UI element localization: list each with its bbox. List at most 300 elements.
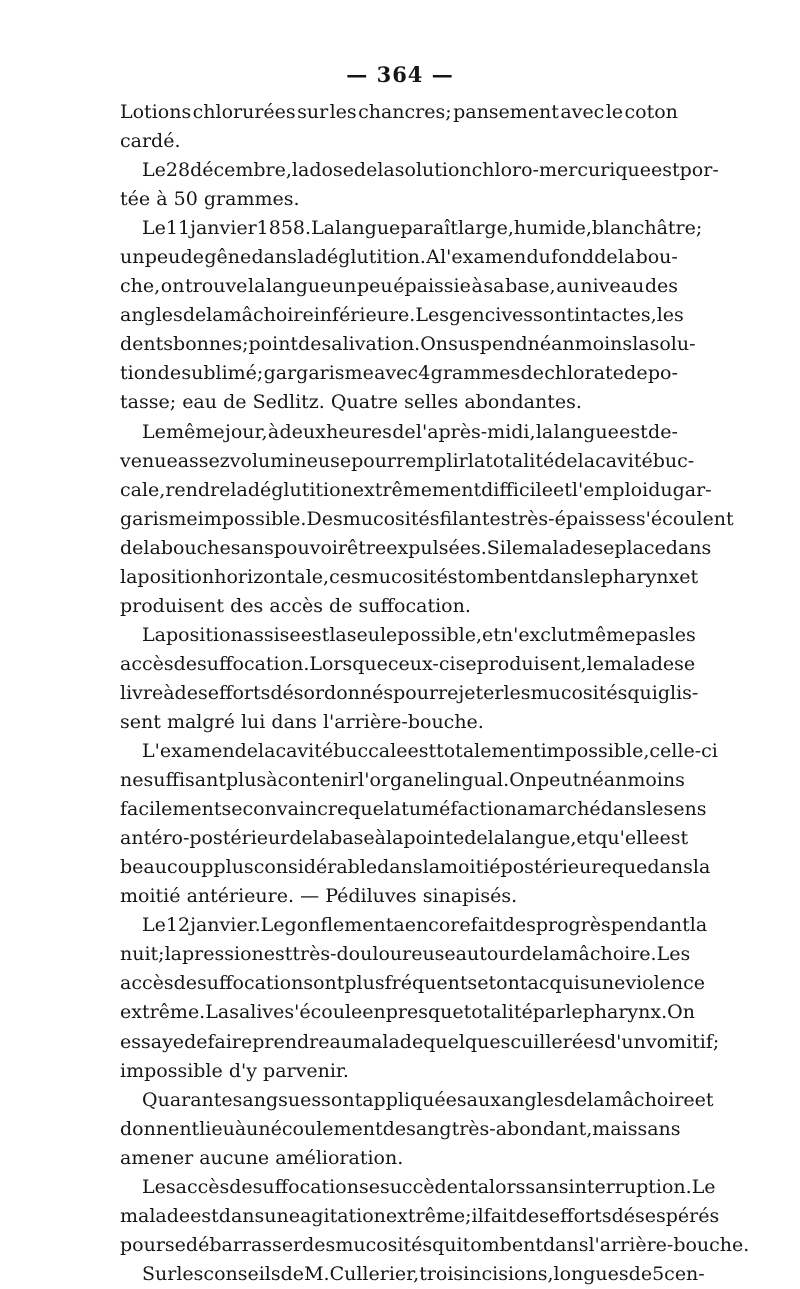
word: expulsées. <box>386 536 487 559</box>
word: dans <box>218 1204 265 1227</box>
text-line <box>120 969 706 998</box>
word: coton <box>624 101 678 123</box>
text-line <box>120 679 699 708</box>
word: lieu <box>199 1117 235 1140</box>
text-line <box>120 1057 678 1086</box>
word: — <box>300 885 320 908</box>
word: est <box>651 159 680 182</box>
word: de <box>563 1088 588 1111</box>
word: blanchâtre; <box>591 217 703 240</box>
word: chancres; <box>358 101 452 123</box>
word: mâchoire. <box>560 943 657 966</box>
word: efforts <box>207 681 271 704</box>
word: de <box>382 1117 407 1140</box>
word: gargarisme <box>263 362 374 385</box>
word: l'après-midi, <box>415 420 536 443</box>
word: Le <box>142 914 166 937</box>
word: la <box>587 1088 605 1111</box>
word: 5 <box>652 1262 665 1285</box>
word: se <box>358 1175 380 1198</box>
word: sans <box>525 1175 569 1198</box>
word: cardé. <box>120 130 181 153</box>
word: janvier. <box>190 914 261 937</box>
word: incisions, <box>463 1262 554 1285</box>
word: la <box>386 827 404 850</box>
word: 1858. <box>256 217 312 240</box>
word: d'y <box>228 1059 257 1082</box>
word: celle-ci <box>649 740 718 763</box>
word: sangsues <box>232 1088 322 1111</box>
word: bouche <box>160 536 231 559</box>
word: vomitif; <box>645 1030 720 1053</box>
word: totalité <box>463 1001 533 1024</box>
word: de <box>120 536 144 559</box>
word: est <box>619 420 648 443</box>
word: antérieure. <box>186 885 295 908</box>
word: la <box>164 943 182 966</box>
word: le <box>586 652 604 675</box>
word: Des <box>306 507 343 530</box>
word: langue, <box>505 827 577 850</box>
word: Les <box>142 1175 176 1198</box>
text-line <box>120 214 703 243</box>
word: impossible. <box>197 507 307 530</box>
word: la <box>258 740 276 763</box>
word: mais <box>592 1117 638 1140</box>
word: sont <box>533 304 575 327</box>
word: po- <box>647 362 678 385</box>
word: que <box>611 856 648 879</box>
text-line <box>120 98 678 127</box>
word: les <box>503 681 531 704</box>
word: se <box>221 798 243 821</box>
word: humide, <box>513 217 592 240</box>
word: heures <box>326 420 392 443</box>
word: l'organe <box>358 769 437 792</box>
word: angles <box>120 304 183 327</box>
word: à <box>156 188 168 211</box>
word: pas <box>635 623 669 646</box>
word: tion <box>120 362 158 385</box>
word: peu <box>144 246 181 269</box>
word: faire <box>207 1030 253 1053</box>
word: sens <box>663 798 707 821</box>
word: l'emploi <box>571 478 649 501</box>
text-line <box>120 156 719 185</box>
word: au <box>329 1030 354 1053</box>
word: très-épaisses <box>510 507 636 530</box>
text-line <box>120 505 734 534</box>
word: langue <box>553 420 619 443</box>
word: chloro-mercurique <box>471 159 651 182</box>
word: bou- <box>635 246 678 269</box>
word: difficile <box>481 478 553 501</box>
word: pointe <box>403 827 465 850</box>
word: trois <box>419 1262 464 1285</box>
word: remplir <box>396 449 468 472</box>
word: acquis <box>527 972 590 995</box>
word: sublimé; <box>181 362 264 385</box>
word: néanmoins <box>580 769 685 792</box>
word: sans <box>230 536 274 559</box>
word: la <box>487 827 506 850</box>
word: cale, <box>120 478 166 501</box>
word: longues <box>553 1262 629 1285</box>
word: la <box>206 304 224 327</box>
word: cen- <box>664 1262 705 1285</box>
word: des <box>230 594 264 617</box>
text-line <box>120 185 678 214</box>
word: por- <box>679 159 719 182</box>
word: trouve <box>185 275 248 298</box>
word: de <box>289 827 313 850</box>
word: beaucoup <box>120 856 214 879</box>
word: par <box>532 1001 566 1024</box>
word: essaye <box>120 1030 185 1053</box>
word: intactes, <box>574 304 657 327</box>
word: mucosités <box>342 507 440 530</box>
word: paraît <box>400 217 458 240</box>
word: les <box>329 101 357 123</box>
word: la <box>535 420 554 443</box>
word: la <box>617 246 636 269</box>
word: presque <box>385 1001 464 1024</box>
word: très-abondant, <box>451 1117 593 1140</box>
word: dose <box>309 159 354 182</box>
text-line <box>120 359 678 388</box>
text-line <box>120 1173 716 1202</box>
word: plus <box>226 769 267 792</box>
word: Sur <box>142 1262 177 1285</box>
word: de <box>554 449 578 472</box>
word: suffisant <box>143 769 226 792</box>
word: et <box>552 478 572 501</box>
word: malade <box>353 1030 424 1053</box>
word: volumineuse <box>229 449 352 472</box>
word: plus <box>344 972 385 995</box>
word: de <box>173 652 198 675</box>
page-number: — 364 — <box>346 62 454 87</box>
word: il <box>471 1204 484 1227</box>
word: pouvoir <box>273 536 348 559</box>
word: produisent, <box>476 652 587 675</box>
word: janvier <box>190 217 257 240</box>
word: salive <box>229 1001 285 1024</box>
word: accès <box>120 972 174 995</box>
word: une <box>589 972 626 995</box>
word: 28 <box>165 159 191 182</box>
word: cavité <box>275 740 334 763</box>
word: pharynx. <box>582 1001 668 1024</box>
word: la <box>577 449 596 472</box>
word: malade <box>603 652 675 675</box>
text-line <box>120 476 712 505</box>
word: des <box>515 1204 549 1227</box>
word: de <box>624 362 648 385</box>
text-line <box>120 824 689 853</box>
word: le <box>646 798 664 821</box>
word: débarrasser <box>185 1233 303 1256</box>
word: se <box>164 1233 186 1256</box>
word: dans <box>542 1233 589 1256</box>
word: efforts <box>548 1204 612 1227</box>
word: agitation <box>300 1204 386 1227</box>
word: mucosités <box>335 1233 433 1256</box>
word: est <box>300 623 330 646</box>
word: Quatre <box>330 391 399 414</box>
word: livre <box>120 681 164 704</box>
word: est <box>659 827 689 850</box>
word: mucosités <box>360 565 458 588</box>
word: sinapisés. <box>422 885 518 908</box>
text-line <box>120 708 678 737</box>
word: une <box>264 1204 300 1227</box>
word: rejeter <box>438 681 504 704</box>
word: d'un <box>604 1030 646 1053</box>
word: dans <box>537 565 584 588</box>
body-text <box>120 98 750 1289</box>
text-line <box>120 650 696 679</box>
word: la <box>467 449 486 472</box>
word: la <box>120 565 138 588</box>
word: buc- <box>652 449 695 472</box>
word: n'exclut <box>500 623 577 646</box>
text-line <box>120 243 678 272</box>
word: de <box>520 362 544 385</box>
word: un <box>246 1117 271 1140</box>
word: amener <box>120 1146 194 1169</box>
word: position <box>137 565 215 588</box>
word: un <box>120 246 145 269</box>
word: parvenir. <box>263 1059 349 1082</box>
text-line <box>120 853 711 882</box>
word: mucosités <box>530 681 628 704</box>
word: suffocation. <box>358 594 471 617</box>
word: alors <box>477 1175 526 1198</box>
word: déglutition <box>247 478 353 501</box>
text-line <box>120 301 684 330</box>
word: che, <box>120 275 161 298</box>
word: dans <box>271 710 317 733</box>
word: cuillerées <box>510 1030 605 1053</box>
word: Si <box>486 536 506 559</box>
word: sang <box>406 1117 452 1140</box>
word: désordonnés <box>270 681 394 704</box>
word: le <box>583 565 601 588</box>
word: rendre <box>165 478 231 501</box>
word: possible, <box>397 623 482 646</box>
word: Le <box>142 420 166 443</box>
word: à <box>266 769 278 792</box>
word: déglutition. <box>314 246 426 269</box>
word: seule <box>346 623 398 646</box>
word: amélioration. <box>275 1146 404 1169</box>
word: de <box>329 594 353 617</box>
word: gêne <box>204 246 252 269</box>
word: impossible, <box>540 740 650 763</box>
word: la <box>230 478 248 501</box>
word: sur <box>297 101 329 123</box>
word: le <box>505 536 524 559</box>
word: la <box>329 623 347 646</box>
word: l'arrière-bouche. <box>322 710 484 733</box>
word: ne <box>120 769 144 792</box>
word: facilement <box>120 798 222 821</box>
word: La <box>311 217 336 240</box>
word: malade <box>523 536 594 559</box>
word: position <box>165 623 243 646</box>
word: tombent <box>457 565 538 588</box>
word: prendre <box>252 1030 330 1053</box>
word: à <box>471 275 483 298</box>
text-line <box>120 1202 720 1231</box>
word: même <box>576 623 636 646</box>
word: tuméfaction <box>401 798 517 821</box>
word: de <box>229 1175 253 1198</box>
word: se <box>593 536 615 559</box>
word: et <box>477 972 497 995</box>
word: même <box>166 420 225 443</box>
text-line <box>120 795 707 824</box>
word: extrême; <box>385 1204 472 1227</box>
word: dans <box>251 246 297 269</box>
word: s'écoulent <box>635 507 734 530</box>
word: les <box>176 1262 204 1285</box>
word: décembre, <box>190 159 292 182</box>
text-line <box>120 272 678 301</box>
word: et <box>482 623 501 646</box>
word: solu- <box>649 333 696 356</box>
text-line <box>120 563 699 592</box>
word: La <box>205 1001 230 1024</box>
word: dans <box>600 798 647 821</box>
word: qui <box>627 681 658 704</box>
word: autour <box>455 943 520 966</box>
text-line <box>120 127 678 156</box>
word: pression <box>182 943 264 966</box>
word: de <box>594 246 618 269</box>
word: suffocation <box>197 972 304 995</box>
word: Le <box>260 914 285 937</box>
word: encore <box>404 914 471 937</box>
text-line <box>120 534 712 563</box>
word: pharynx <box>600 565 680 588</box>
word: filantes <box>439 507 511 530</box>
word: gencives <box>448 304 534 327</box>
word: gonflement <box>284 914 394 937</box>
word: garisme <box>120 507 198 530</box>
word: extrême. <box>120 1001 206 1024</box>
word: de <box>392 420 416 443</box>
word: écoulement <box>270 1117 383 1140</box>
word: à <box>267 420 280 443</box>
word: gar- <box>672 478 712 501</box>
word: produisent <box>120 594 225 617</box>
word: suffocation. <box>197 652 310 675</box>
word: être <box>347 536 387 559</box>
word: dans <box>665 536 712 559</box>
word: Les <box>656 943 691 966</box>
word: totalement <box>436 740 541 763</box>
word: de <box>182 304 207 327</box>
word: la <box>143 536 161 559</box>
word: peut <box>537 769 581 792</box>
word: succèdent <box>379 1175 478 1198</box>
word: eau <box>182 391 217 414</box>
word: ces <box>329 565 361 588</box>
word: pansement <box>453 101 559 123</box>
word: la <box>312 827 331 850</box>
word: la <box>689 914 708 937</box>
word: considérable <box>253 856 378 879</box>
word: tasse; <box>120 391 177 414</box>
word: de <box>628 1262 653 1285</box>
word: est <box>190 1204 219 1227</box>
word: la <box>383 798 402 821</box>
word: Le <box>142 217 166 240</box>
word: malade <box>120 1204 191 1227</box>
word: la <box>297 246 315 269</box>
word: lui <box>240 710 266 733</box>
word: 50 <box>173 188 198 211</box>
word: sent <box>120 710 161 733</box>
word: on <box>160 275 185 298</box>
word: langue <box>266 275 332 298</box>
word: de <box>280 1262 305 1285</box>
word: selles <box>404 391 459 414</box>
word: avec <box>560 101 605 123</box>
word: niveau <box>580 275 645 298</box>
word: tée <box>120 188 151 211</box>
word: angles <box>500 1088 564 1111</box>
word: Pédiluves <box>325 885 417 908</box>
word: accès <box>269 594 323 617</box>
word: accès <box>175 1175 230 1198</box>
word: abondantes. <box>464 391 582 414</box>
word: 4 <box>418 362 431 385</box>
word: aucune <box>199 1146 270 1169</box>
word: sont <box>321 1088 363 1111</box>
word: L'examen <box>142 740 235 763</box>
word: l'examen <box>440 246 527 269</box>
word: le <box>605 101 624 123</box>
word: de <box>184 1030 208 1053</box>
word: mâchoire <box>223 304 314 327</box>
word: de <box>234 740 259 763</box>
text-line <box>120 447 695 476</box>
word: pour <box>393 681 439 704</box>
word: se <box>455 652 477 675</box>
word: chlorate <box>544 362 624 385</box>
word: base <box>330 827 375 850</box>
word: la <box>543 943 561 966</box>
word: Lotions <box>120 101 192 123</box>
word: fréquents <box>384 972 478 995</box>
word: s'écoule <box>284 1001 363 1024</box>
word: inférieure. <box>313 304 416 327</box>
word: antéro-postérieur <box>120 827 290 850</box>
word: quelques <box>423 1030 511 1053</box>
word: point <box>248 333 299 356</box>
text-line <box>120 882 678 911</box>
word: On <box>420 333 449 356</box>
text-line <box>120 940 691 969</box>
word: fait <box>470 914 503 937</box>
word: la <box>291 159 310 182</box>
word: dans <box>377 856 423 879</box>
word: langue <box>335 217 401 240</box>
word: dans <box>647 856 693 879</box>
